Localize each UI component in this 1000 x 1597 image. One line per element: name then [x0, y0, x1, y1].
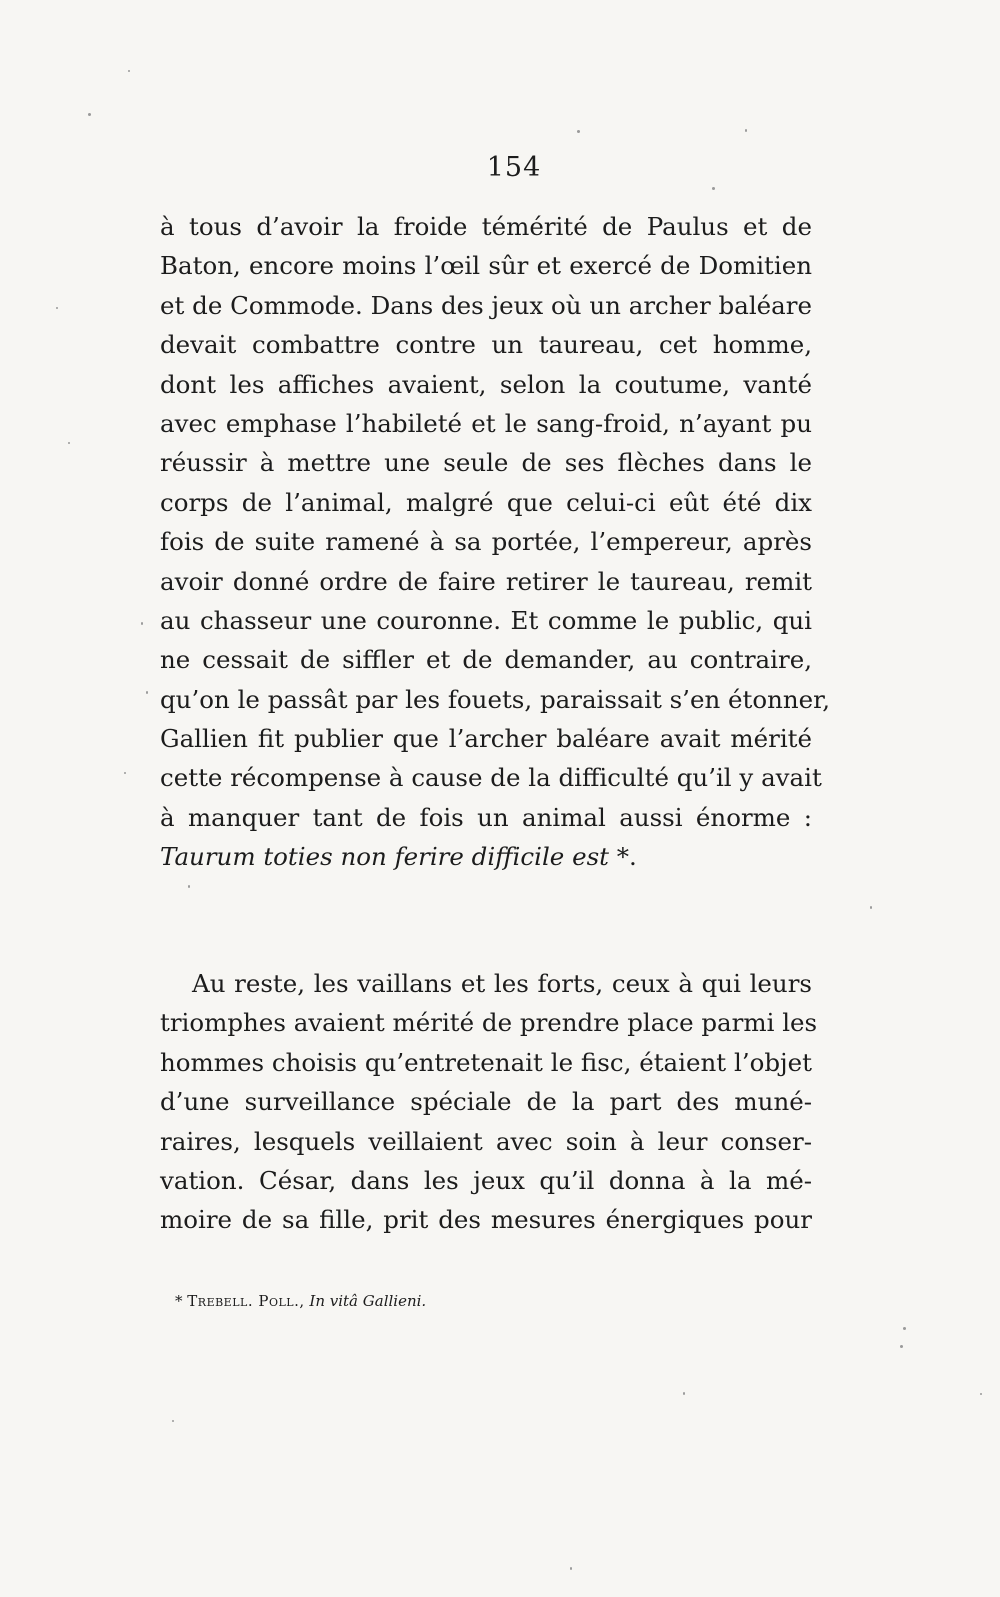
paper-speck — [172, 1420, 174, 1422]
paragraph-2 — [160, 964, 818, 1240]
footnote-author: Trebell. Poll., — [187, 1292, 305, 1310]
text-line: Au reste, les vaillans et les forts, ceux à qui leurs — [192, 969, 812, 998]
paper-speck — [577, 130, 580, 133]
text-line: avec emphase l’habileté et le sang-froid, n’ayant pu — [160, 408, 812, 438]
paper-speck — [745, 129, 747, 132]
text-line: hommes choisis qu’entretenait le fisc, étaient l’objet — [160, 1047, 812, 1077]
paper-speck — [68, 442, 70, 444]
paper-speck — [683, 1392, 685, 1395]
footnote-reference: *. — [609, 842, 637, 872]
text-line: avoir donné ordre de faire retirer le taureau, remit — [160, 566, 812, 596]
paper-speck — [900, 1345, 903, 1348]
text-line: et de Commode. Dans des jeux où un archer baléare — [160, 290, 812, 320]
text-line: devait combattre contre un taureau, cet homme, — [160, 330, 812, 360]
paragraph-1 — [160, 207, 830, 877]
latin-quote-line — [160, 837, 812, 876]
text-line: moire de sa fille, prit des mesures énergiques pour — [160, 1205, 812, 1235]
text-line: vation. César, dans les jeux qu’il donna à la mé- — [160, 1165, 812, 1195]
footnote-work: In vitâ Gallieni. — [309, 1292, 427, 1310]
paper-speck — [188, 885, 190, 888]
paper-speck — [570, 1567, 572, 1570]
text-line: à tous d’avoir la froide témérité de Paulus et de — [160, 212, 812, 241]
footnote — [175, 1292, 426, 1310]
paper-speck — [980, 1393, 982, 1395]
text-line: Baton, encore moins l’œil sûr et exercé de Domitien — [160, 251, 812, 281]
paper-speck — [128, 70, 130, 72]
text-line: à manquer tant de fois un animal aussi énorme : — [160, 802, 812, 832]
text-line: qu’on le passât par les fouets, paraissait s’en étonner, — [160, 684, 830, 714]
paper-speck — [141, 622, 143, 625]
paper-speck — [870, 906, 872, 909]
paper-speck — [712, 187, 715, 190]
text-line: corps de l’animal, malgré que celui-ci eût été dix — [160, 487, 812, 517]
paper-speck — [146, 691, 148, 694]
latin-quote: Taurum toties non ferire difficile est — [160, 842, 609, 872]
paper-speck — [88, 113, 91, 116]
text-line: fois de suite ramené à sa portée, l’empereur, après — [160, 527, 812, 557]
text-line: d’une surveillance spéciale de la part des muné- — [160, 1087, 812, 1117]
text-line: au chasseur une couronne. Et comme le public, qui — [160, 605, 812, 635]
paper-speck — [124, 772, 126, 774]
text-line: dont les affiches avaient, selon la coutume, vanté — [160, 369, 812, 399]
text-line: Gallien fit publier que l’archer baléare avait mérité — [160, 724, 812, 754]
paper-speck — [903, 1327, 906, 1330]
paper-speck — [56, 307, 58, 309]
text-line: cette récompense à cause de la difficulté qu’il y avait — [160, 763, 822, 793]
footnote-marker: * — [175, 1292, 188, 1310]
text-line: triomphes avaient mérité de prendre place parmi les — [160, 1008, 818, 1038]
text-line: raires, lesquels veillaient avec soin à leur conser- — [160, 1126, 812, 1156]
page-number: 154 — [486, 152, 542, 183]
text-line: ne cessait de siffler et de demander, au contraire, — [160, 645, 812, 675]
text-line: réussir à mettre une seule de ses flèches dans le — [160, 448, 812, 478]
